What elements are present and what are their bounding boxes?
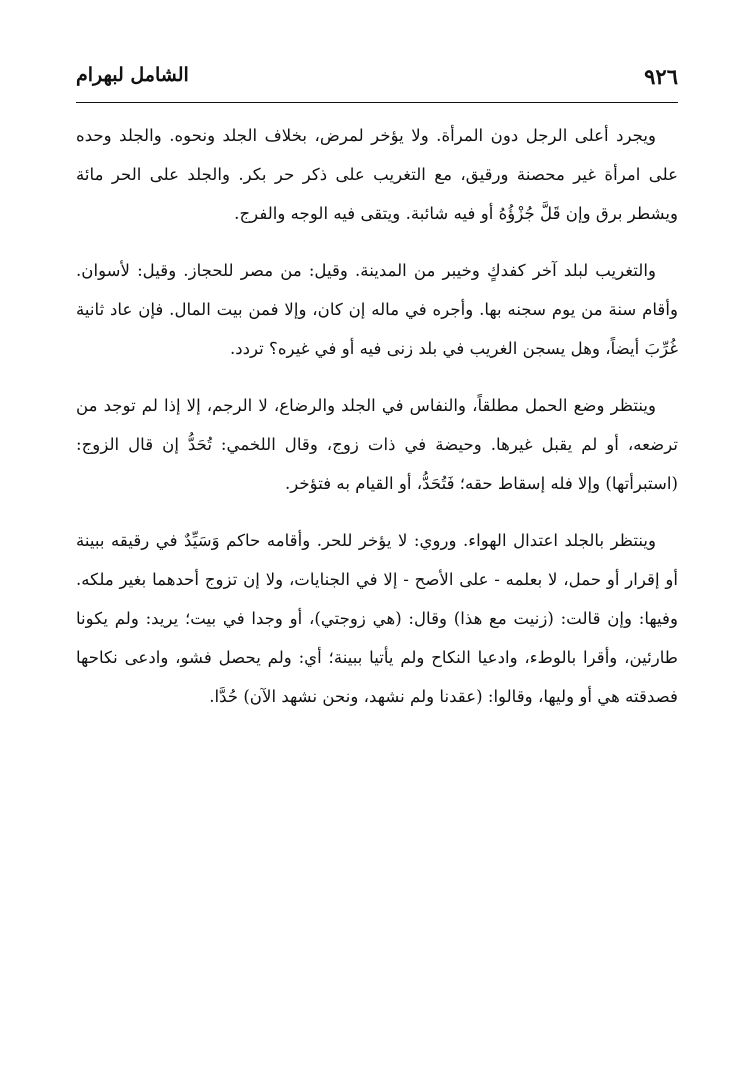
page-header [76,62,678,98]
header-divider [76,102,678,103]
paragraph-1: ويجرد أعلى الرجل دون المرأة. ولا يؤخر لمرض، بخلاف الجلد ونحوه. والجلد وحده على امرأة غير محصنة ورقيق، مع التغريب على ذكر حر بكر. والجلد على الحر مائة ويشطر برق وإن قَلَّ جُزْؤُهُ أو فيه شائبة. ويتقى فيه الوجه والفرج. [76,126,678,223]
paragraph-3: وينتظر وضع الحمل مطلقاً، والنفاس في الجلد والرضاع، لا الرجم، إلا إذا لم توجد من ترضعه، أو لم يقبل غيرها. وحيضة في ذات زوج، وقال اللخمي: تُحَدُّ إن قال الزوج: (استبرأتها) وإلا فله إسقاط حقه؛ فَتُحَدُّ، أو القيام به فتؤخر. [76,396,678,493]
running-title: الشامل لبهرام [76,64,189,86]
paragraph-2: والتغريب لبلد آخر كفدكٍ وخيبر من المدينة. وقيل: من مصر للحجاز. وقيل: لأسوان. وأقام سنة من يوم سجنه بها. وأجره في ماله إن كان، وإلا فمن بيت المال. فإن عاد ثانية غُرِّبَ أيضاً، وهل يسجن الغريب في بلد زنى فيه أو في غيره؟ تردد. [76,261,678,358]
paragraph-4: وينتظر بالجلد اعتدال الهواء. وروي: لا يؤخر للحر. وأقامه حاكم وَسَيِّدٌ في رقيقه ببينة أو إقرار أو حمل، لا بعلمه - على الأصح - إلا في الجنايات، ولا إن تزوج أحدهما بغير ملكه. وفيها: وإن قالت: (زنيت مع هذا) وقال: (هي زوجتي)، أو وجدا في بيت؛ يريد: ولم يكونا طارئين، وأقرا بالوطء، وادعيا النكاح ولم يأتيا ببينة؛ أي: ولم يحصل فشو، وادعى نكاحها فصدقته هي أو وليها، وقالوا: (عقدنا ولم نشهد، ونحن نشهد الآن) حُدَّا. [76,531,678,706]
body-text [76,116,678,734]
page-number: ٩٢٦ [644,64,678,89]
